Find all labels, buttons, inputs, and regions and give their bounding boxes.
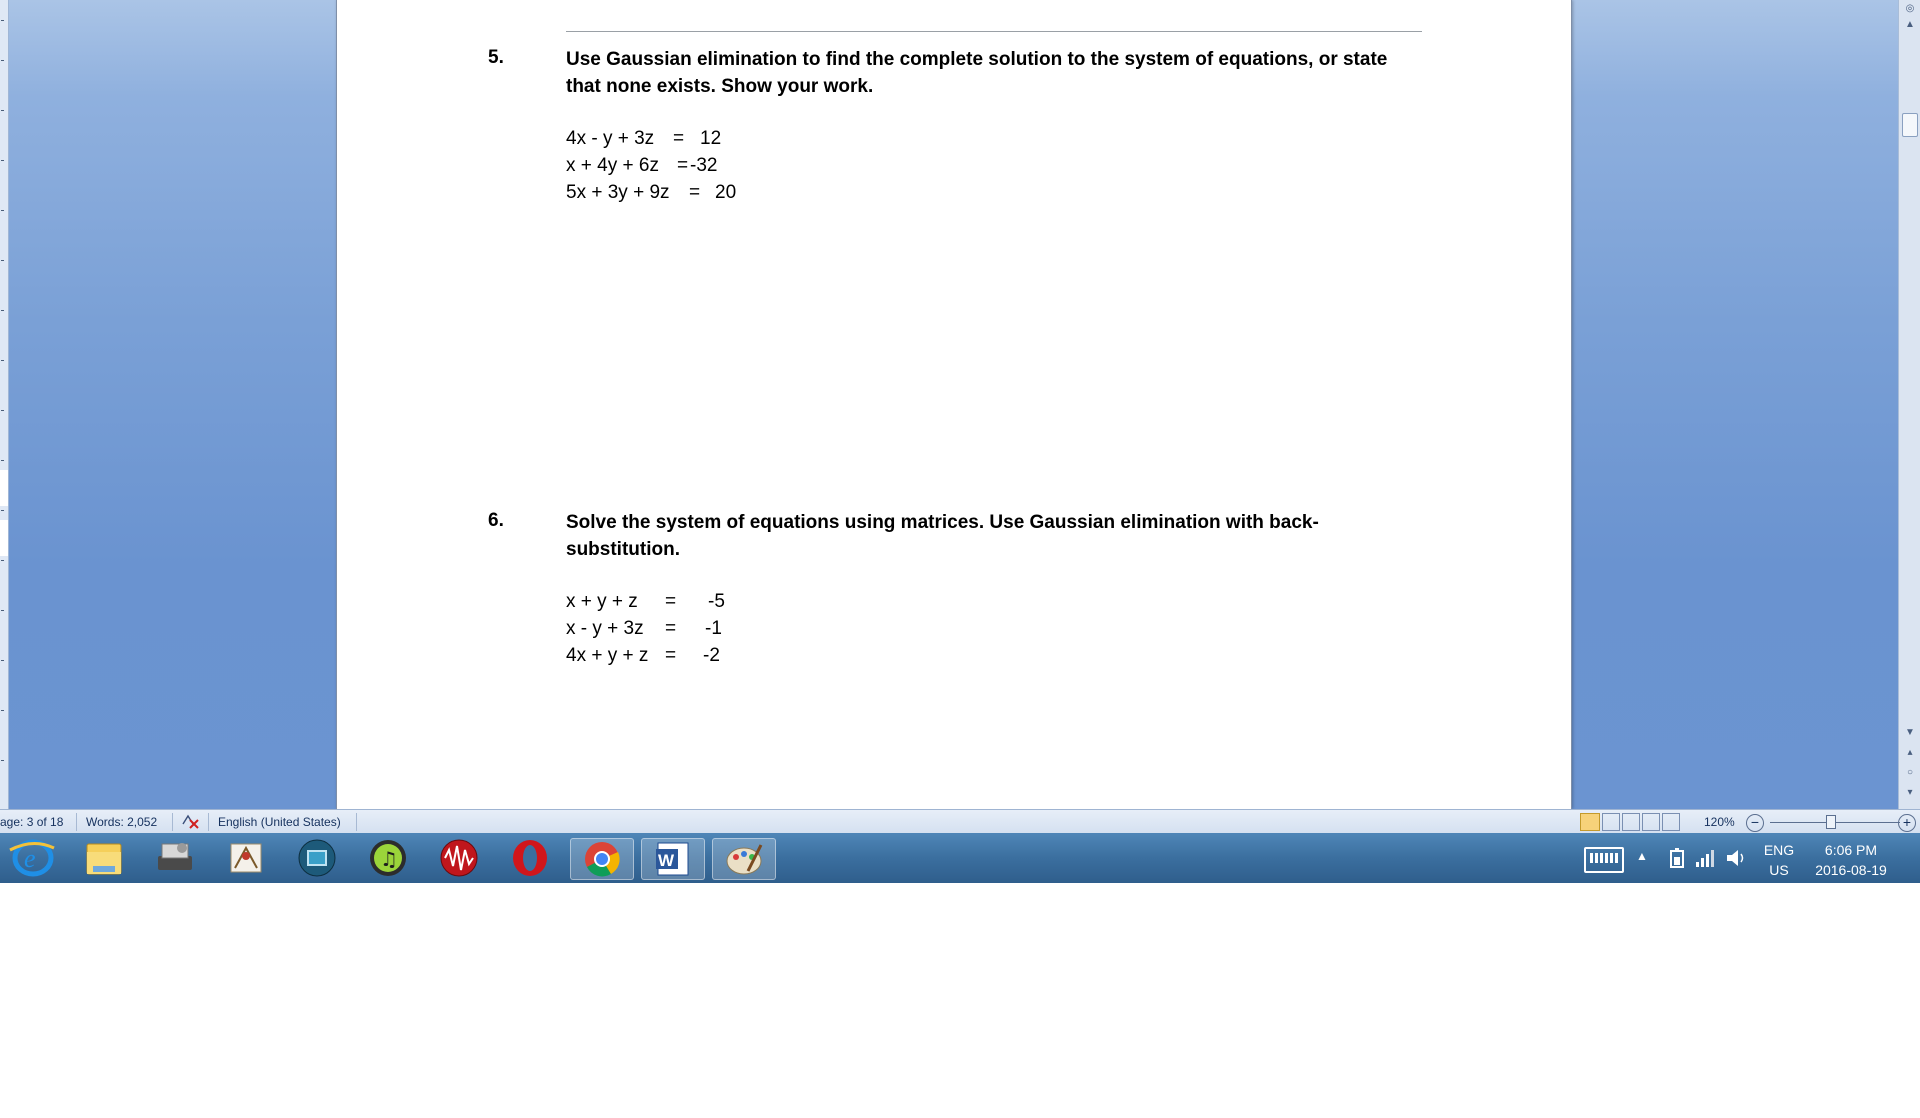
question-number-6: 6. <box>488 510 504 531</box>
clock[interactable] <box>1806 842 1896 878</box>
page-count[interactable]: age: 3 of 18 <box>0 815 64 829</box>
full-screen-reading-icon[interactable] <box>1602 813 1620 831</box>
previous-page-icon[interactable]: ▴ <box>1907 747 1913 758</box>
browse-object-icon[interactable]: ○ <box>1906 767 1914 778</box>
clock-time: 6:06 PM <box>1824 842 1878 858</box>
outline-icon[interactable] <box>1642 813 1660 831</box>
media-player-icon[interactable] <box>286 838 348 878</box>
equation-op: = <box>665 645 677 666</box>
zoom-slider-thumb[interactable] <box>1826 815 1836 829</box>
taskbar <box>0 833 1920 883</box>
audio-editor-icon[interactable] <box>428 838 490 878</box>
question-5-line-1: Use Gaussian elimination to find the complete solution to the system of equations, or state <box>566 49 1388 70</box>
vertical-ruler[interactable] <box>0 0 9 809</box>
equation-6-3 <box>566 642 720 777</box>
print-layout-icon[interactable] <box>1580 813 1600 831</box>
internet-explorer-icon[interactable] <box>2 838 64 878</box>
region-code: US <box>1769 862 1789 878</box>
draft-icon[interactable] <box>1662 813 1680 831</box>
show-hidden-icons-icon[interactable]: ▲ <box>1636 849 1648 863</box>
equation-rhs: -2 <box>703 645 720 666</box>
scroll-up-icon[interactable]: ▲ <box>1905 19 1915 30</box>
equation-op: = <box>673 128 685 149</box>
next-page-icon[interactable]: ▾ <box>1907 787 1913 798</box>
chrome-icon[interactable] <box>570 838 634 880</box>
language-indicator[interactable]: English (United States) <box>218 815 341 829</box>
zoom-out-icon[interactable]: − <box>1746 814 1764 832</box>
touch-keyboard-icon[interactable] <box>1584 847 1624 873</box>
clock-date: 2016-08-19 <box>1815 862 1887 878</box>
paint-icon[interactable] <box>712 838 776 880</box>
status-bar <box>0 809 1920 834</box>
ruler-toggle-icon[interactable]: ◎ <box>1905 3 1915 14</box>
input-language[interactable] <box>1760 842 1798 878</box>
file-explorer-icon[interactable] <box>73 838 135 878</box>
question-5-line-2: that none exists. Show your work. <box>566 76 874 97</box>
scroll-thumb[interactable] <box>1902 113 1918 137</box>
question-6-line-2: substitution. <box>566 539 680 560</box>
zoom-in-icon[interactable]: + <box>1898 814 1916 832</box>
web-layout-icon[interactable] <box>1622 813 1640 831</box>
equation-op: = <box>689 182 701 203</box>
svg-text:e: e <box>24 844 36 873</box>
battery-icon[interactable] <box>1666 847 1688 869</box>
document-page[interactable] <box>336 0 1572 809</box>
scroll-down-icon[interactable]: ▼ <box>1905 727 1915 738</box>
equation-op: = <box>665 618 677 639</box>
svg-text:W: W <box>658 851 675 870</box>
volume-icon[interactable] <box>1724 847 1746 869</box>
svg-text:♫: ♫ <box>380 847 398 871</box>
word-count[interactable]: Words: 2,052 <box>86 815 158 829</box>
equation-lhs: x - y + 3z <box>566 618 644 639</box>
equation-rhs: 12 <box>700 128 722 149</box>
question-6-line-1: Solve the system of equations using matrices. Use Gaussian elimination with back- <box>566 512 1319 533</box>
equation-op: = <box>665 591 677 612</box>
equation-lhs: 4x + y + z <box>566 645 649 666</box>
view-buttons <box>1580 813 1690 831</box>
presentation-icon[interactable] <box>215 838 277 878</box>
equation-rhs: -32 <box>690 155 718 176</box>
language-code: ENG <box>1763 842 1795 858</box>
itunes-icon[interactable] <box>357 838 419 878</box>
equation-lhs: x + y + z <box>566 591 638 612</box>
question-6-text <box>566 509 1446 563</box>
proofing-icon[interactable] <box>180 813 202 831</box>
opera-icon[interactable] <box>499 838 561 878</box>
word-icon[interactable] <box>641 838 705 880</box>
equation-lhs: x + 4y + 6z <box>566 155 659 176</box>
scanner-icon[interactable] <box>144 838 206 878</box>
equation-rhs: 20 <box>715 182 737 203</box>
zoom-level[interactable]: 120% <box>1704 815 1735 829</box>
equation-5-3 <box>566 179 737 314</box>
equation-lhs: 5x + 3y + 9z <box>566 182 670 203</box>
question-5-text <box>566 46 1446 100</box>
horizontal-rule <box>566 31 1422 32</box>
vertical-scrollbar[interactable] <box>1898 0 1920 809</box>
equation-op: = <box>677 155 689 176</box>
network-icon[interactable] <box>1694 847 1716 869</box>
equation-rhs: -1 <box>705 618 722 639</box>
question-number-5: 5. <box>488 47 504 68</box>
equation-lhs: 4x - y + 3z <box>566 128 655 149</box>
equation-rhs: -5 <box>708 591 725 612</box>
